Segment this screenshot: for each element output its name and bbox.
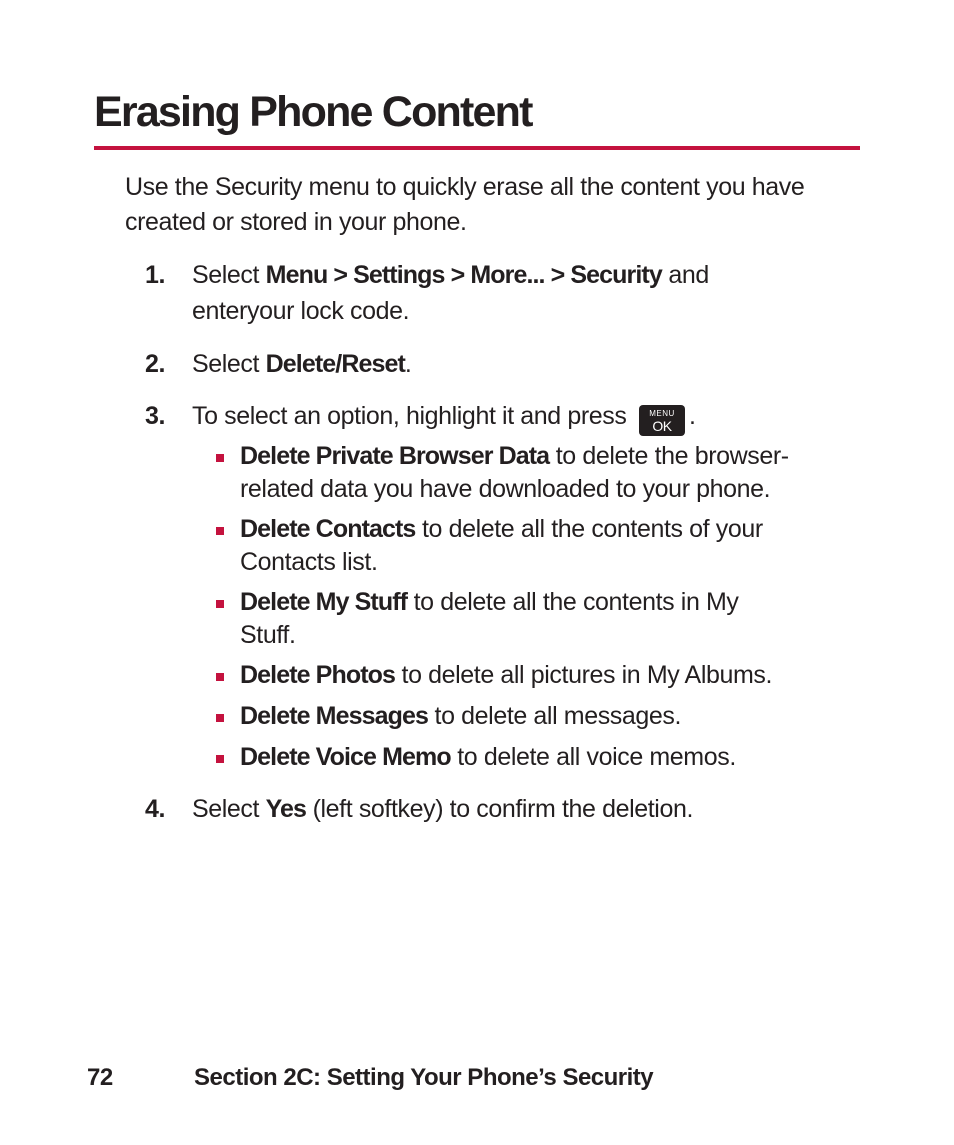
option-name: Delete My Stuff bbox=[240, 588, 408, 616]
intro-paragraph: Use the Security menu to quickly erase all the content you have created or stored in your phone. bbox=[125, 173, 805, 236]
step-number: 1. bbox=[145, 261, 166, 289]
softkey-label: Yes bbox=[265, 795, 307, 823]
step-prefix: Select bbox=[192, 350, 266, 378]
bullet-line2: Stuff. bbox=[240, 621, 296, 649]
bullet-text bbox=[240, 741, 850, 774]
step-text bbox=[192, 791, 842, 827]
option-name: Delete Contacts bbox=[240, 515, 416, 543]
option-name: Delete Voice Memo bbox=[240, 743, 451, 771]
step-suffix: . bbox=[404, 350, 412, 378]
menu-ok-key-icon bbox=[639, 405, 685, 436]
bullet-text bbox=[240, 659, 850, 692]
bullet-line2: Contacts list. bbox=[240, 548, 378, 576]
bullet-square-icon bbox=[216, 714, 224, 722]
step-suffix: . bbox=[689, 402, 696, 430]
step-number: 4. bbox=[145, 795, 166, 823]
step-text bbox=[192, 257, 842, 329]
bullet-line2: related data you have downloaded to your phone. bbox=[240, 475, 771, 503]
page-title: Erasing Phone Content bbox=[94, 88, 532, 136]
step-number: 3. bbox=[145, 402, 166, 430]
bullet-square-icon bbox=[216, 673, 224, 681]
bullet-line1: to delete all pictures in My Albums. bbox=[395, 661, 773, 689]
bullet-square-icon bbox=[216, 600, 224, 608]
step-line2: enteryour lock code. bbox=[192, 297, 410, 325]
option-name: Delete Messages bbox=[240, 702, 429, 730]
bullet-line1: to delete all the contents in My bbox=[407, 588, 739, 616]
bullet-line1: to delete all messages. bbox=[428, 702, 682, 730]
bullet-square-icon bbox=[216, 454, 224, 462]
bullet-line1: to delete the browser- bbox=[549, 442, 789, 470]
bullet-square-icon bbox=[216, 527, 224, 535]
bullet-text bbox=[240, 700, 850, 733]
menu-path: Menu > Settings > More... > Security bbox=[265, 261, 662, 289]
page-number: 72 bbox=[87, 1064, 113, 1091]
step-number: 2. bbox=[145, 350, 166, 378]
step-prefix: Select bbox=[192, 795, 266, 823]
bullet-square-icon bbox=[216, 755, 224, 763]
step-text bbox=[192, 398, 842, 436]
menu-item: Delete/Reset bbox=[265, 350, 405, 378]
bullet-text bbox=[240, 586, 850, 652]
step-text bbox=[192, 346, 842, 382]
step-suffix: (left softkey) to confirm the deletion. bbox=[306, 795, 694, 823]
bullet-line1: to delete all the contents of your bbox=[415, 515, 763, 543]
section-title: Section 2C: Setting Your Phone’s Security bbox=[194, 1064, 654, 1091]
step-prefix: To select an option, highlight it and press bbox=[192, 402, 627, 430]
key-bottom-label: OK bbox=[652, 418, 672, 434]
option-name: Delete Photos bbox=[240, 661, 395, 689]
title-rule bbox=[94, 146, 860, 150]
bullet-text bbox=[240, 513, 850, 579]
bullet-line1: to delete all voice memos. bbox=[450, 743, 736, 771]
bullet-text bbox=[240, 440, 850, 506]
key-top-label: MENU bbox=[649, 409, 675, 418]
step-suffix: and bbox=[661, 261, 709, 289]
step-prefix: Select bbox=[192, 261, 266, 289]
option-name: Delete Private Browser Data bbox=[240, 442, 550, 470]
